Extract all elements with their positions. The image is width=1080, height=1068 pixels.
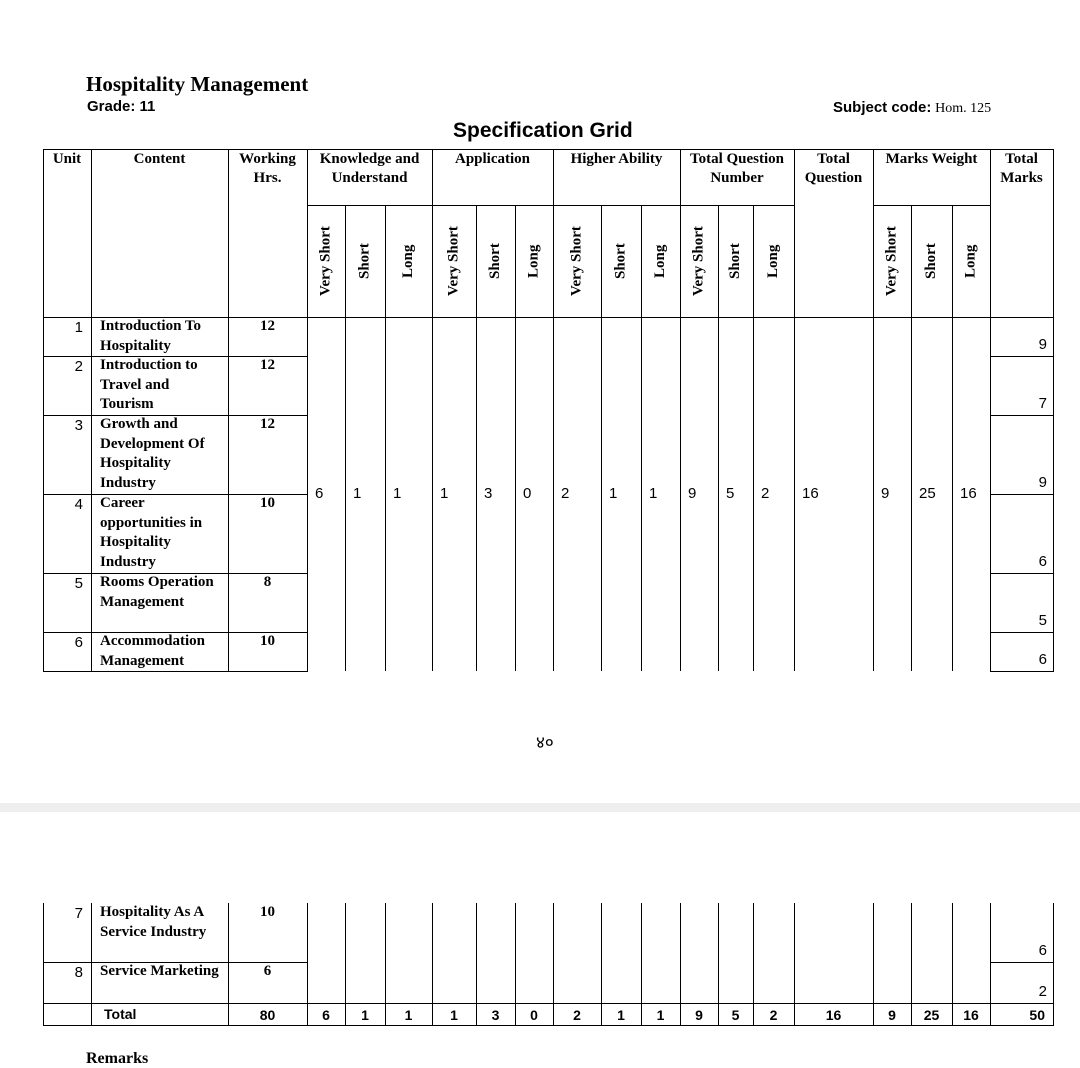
subject-code xyxy=(833,99,991,117)
grid-line xyxy=(794,149,795,671)
subheader-short: Short xyxy=(923,243,939,280)
merged-value: 2 xyxy=(761,485,770,502)
merged-value: 16 xyxy=(802,485,819,502)
merged-value: 1 xyxy=(440,485,449,502)
header-application: Application xyxy=(454,151,530,167)
unit-content: Hospitality As A Service Industry xyxy=(100,904,207,940)
unit-content: Career opportunities in Hospitality Industry xyxy=(100,495,203,570)
merged-value: 1 xyxy=(393,485,402,502)
header-total-question: Total Question xyxy=(804,151,863,186)
subheader-long: Long xyxy=(525,244,542,279)
header-higher-ability: Higher Ability xyxy=(570,151,663,167)
unit-number: 4 xyxy=(74,496,83,513)
grid-line xyxy=(990,415,1054,416)
total-marks: 6 xyxy=(1038,651,1047,668)
grid-line xyxy=(43,671,308,672)
subheader-short: Short xyxy=(356,243,373,280)
working-hours: 10 xyxy=(260,633,275,649)
total-value: 16 xyxy=(963,1007,979,1023)
total-value: 5 xyxy=(731,1007,740,1023)
total-value: 1 xyxy=(450,1007,458,1023)
grid-line xyxy=(990,317,1054,318)
subheader-short: Short xyxy=(727,243,743,280)
unit-number: 1 xyxy=(74,319,83,336)
grid-line xyxy=(228,149,229,671)
unit-number: 6 xyxy=(74,634,83,651)
merged-value: 25 xyxy=(919,485,936,502)
unit-number: 2 xyxy=(74,358,83,375)
merged-value: 6 xyxy=(315,485,324,502)
total-marks: 2 xyxy=(1038,983,1047,1000)
merged-value: 1 xyxy=(649,485,658,502)
working-hours: 12 xyxy=(260,318,275,334)
subheader-short: Short xyxy=(487,243,503,280)
total-marks: 9 xyxy=(1038,336,1047,353)
grid-line xyxy=(990,962,1054,963)
total-value: 9 xyxy=(695,1007,703,1023)
grid-line xyxy=(91,149,92,671)
grid-line xyxy=(1053,149,1054,671)
subject-title: Hospitality Management xyxy=(86,72,309,96)
total-value: 3 xyxy=(491,1007,500,1023)
unit-number: 7 xyxy=(74,905,83,922)
total-marks: 6 xyxy=(1038,553,1047,570)
unit-content: Introduction to Travel and Tourism xyxy=(100,357,198,412)
subheader-long: Long xyxy=(962,244,979,279)
total-value: 0 xyxy=(530,1007,538,1023)
grid-line xyxy=(990,356,1054,357)
header-total-question-number: Total Question Number xyxy=(689,151,785,186)
unit-content: Rooms Operation Management xyxy=(100,574,214,610)
grid-line xyxy=(990,632,1054,633)
subheader-long: Long xyxy=(400,244,416,279)
merged-value: 3 xyxy=(484,485,493,502)
working-hours: 12 xyxy=(260,357,275,373)
total-marks-sum: 50 xyxy=(1029,1007,1045,1023)
subheader-long: Long xyxy=(652,244,668,279)
total-value: 9 xyxy=(888,1007,896,1023)
unit-number: 5 xyxy=(74,575,83,592)
merged-value: 1 xyxy=(609,485,618,502)
total-marks: 9 xyxy=(1038,474,1047,491)
working-hours: 12 xyxy=(260,416,275,432)
working-hours: 10 xyxy=(260,495,275,511)
unit-content: Introduction To Hospitality xyxy=(100,318,202,354)
grid-title: Specification Grid xyxy=(453,119,633,142)
subheader-very-short: Very Short xyxy=(317,226,334,297)
working-hours: 6 xyxy=(263,963,272,979)
header-knowledge-and-understand: Knowledge and Understand xyxy=(319,151,420,186)
subheader-very-short: Very Short xyxy=(690,226,707,297)
grade-label: Grade: 11 xyxy=(87,98,156,115)
merged-value: 9 xyxy=(881,485,890,502)
total-value: 16 xyxy=(825,1007,842,1023)
header-total-marks: Total Marks xyxy=(1000,151,1043,186)
grid-line xyxy=(1053,903,1054,1025)
mask xyxy=(795,205,873,206)
merged-value: 9 xyxy=(688,485,697,502)
header-content: Content xyxy=(133,151,186,167)
header-unit: Unit xyxy=(52,151,82,167)
grid-line xyxy=(990,494,1054,495)
total-marks: 6 xyxy=(1038,942,1047,959)
merged-value: 5 xyxy=(726,485,735,502)
total-hours: 80 xyxy=(259,1007,276,1023)
total-label: Total xyxy=(104,1006,137,1022)
unit-content: Service Marketing xyxy=(100,963,219,979)
total-value: 1 xyxy=(617,1007,625,1023)
grid-line xyxy=(990,671,1054,672)
unit-number: 3 xyxy=(74,417,83,434)
subheader-very-short: Very Short xyxy=(445,226,462,297)
total-value: 2 xyxy=(573,1007,581,1023)
total-marks: 7 xyxy=(1038,395,1047,412)
subject-code-value: Hom. 125 xyxy=(935,101,992,116)
subheader-very-short: Very Short xyxy=(568,226,585,297)
subheader-long: Long xyxy=(765,244,781,279)
header-working-hrs-: Working Hrs. xyxy=(239,151,296,186)
total-value: 6 xyxy=(322,1007,330,1023)
unit-content: Accommodation Management xyxy=(100,633,205,669)
merged-value: 1 xyxy=(353,485,362,502)
unit-content: Growth and Development Of Hospitality Industry xyxy=(100,416,205,491)
page-number: ४० xyxy=(536,733,554,752)
total-value: 1 xyxy=(361,1007,369,1023)
subheader-very-short: Very Short xyxy=(883,226,900,297)
working-hours: 8 xyxy=(263,574,272,590)
header-marks-weight: Marks Weight xyxy=(885,151,978,167)
grid-line xyxy=(990,573,1054,574)
merged-value: 16 xyxy=(960,485,977,502)
merged-value: 2 xyxy=(561,485,570,502)
total-marks: 5 xyxy=(1038,612,1047,629)
subject-code-label: Subject code: xyxy=(833,99,932,116)
subheader-short: Short xyxy=(612,243,629,280)
total-value: 1 xyxy=(656,1007,665,1023)
page-break xyxy=(0,803,1080,812)
remarks-label: Remarks xyxy=(86,1050,149,1067)
merged-value: 0 xyxy=(523,485,532,502)
total-value: 25 xyxy=(923,1007,940,1023)
unit-number: 8 xyxy=(74,964,83,981)
total-value: 1 xyxy=(404,1007,413,1023)
grid-line xyxy=(91,903,92,1025)
working-hours: 10 xyxy=(260,904,275,920)
total-value: 2 xyxy=(769,1007,778,1023)
